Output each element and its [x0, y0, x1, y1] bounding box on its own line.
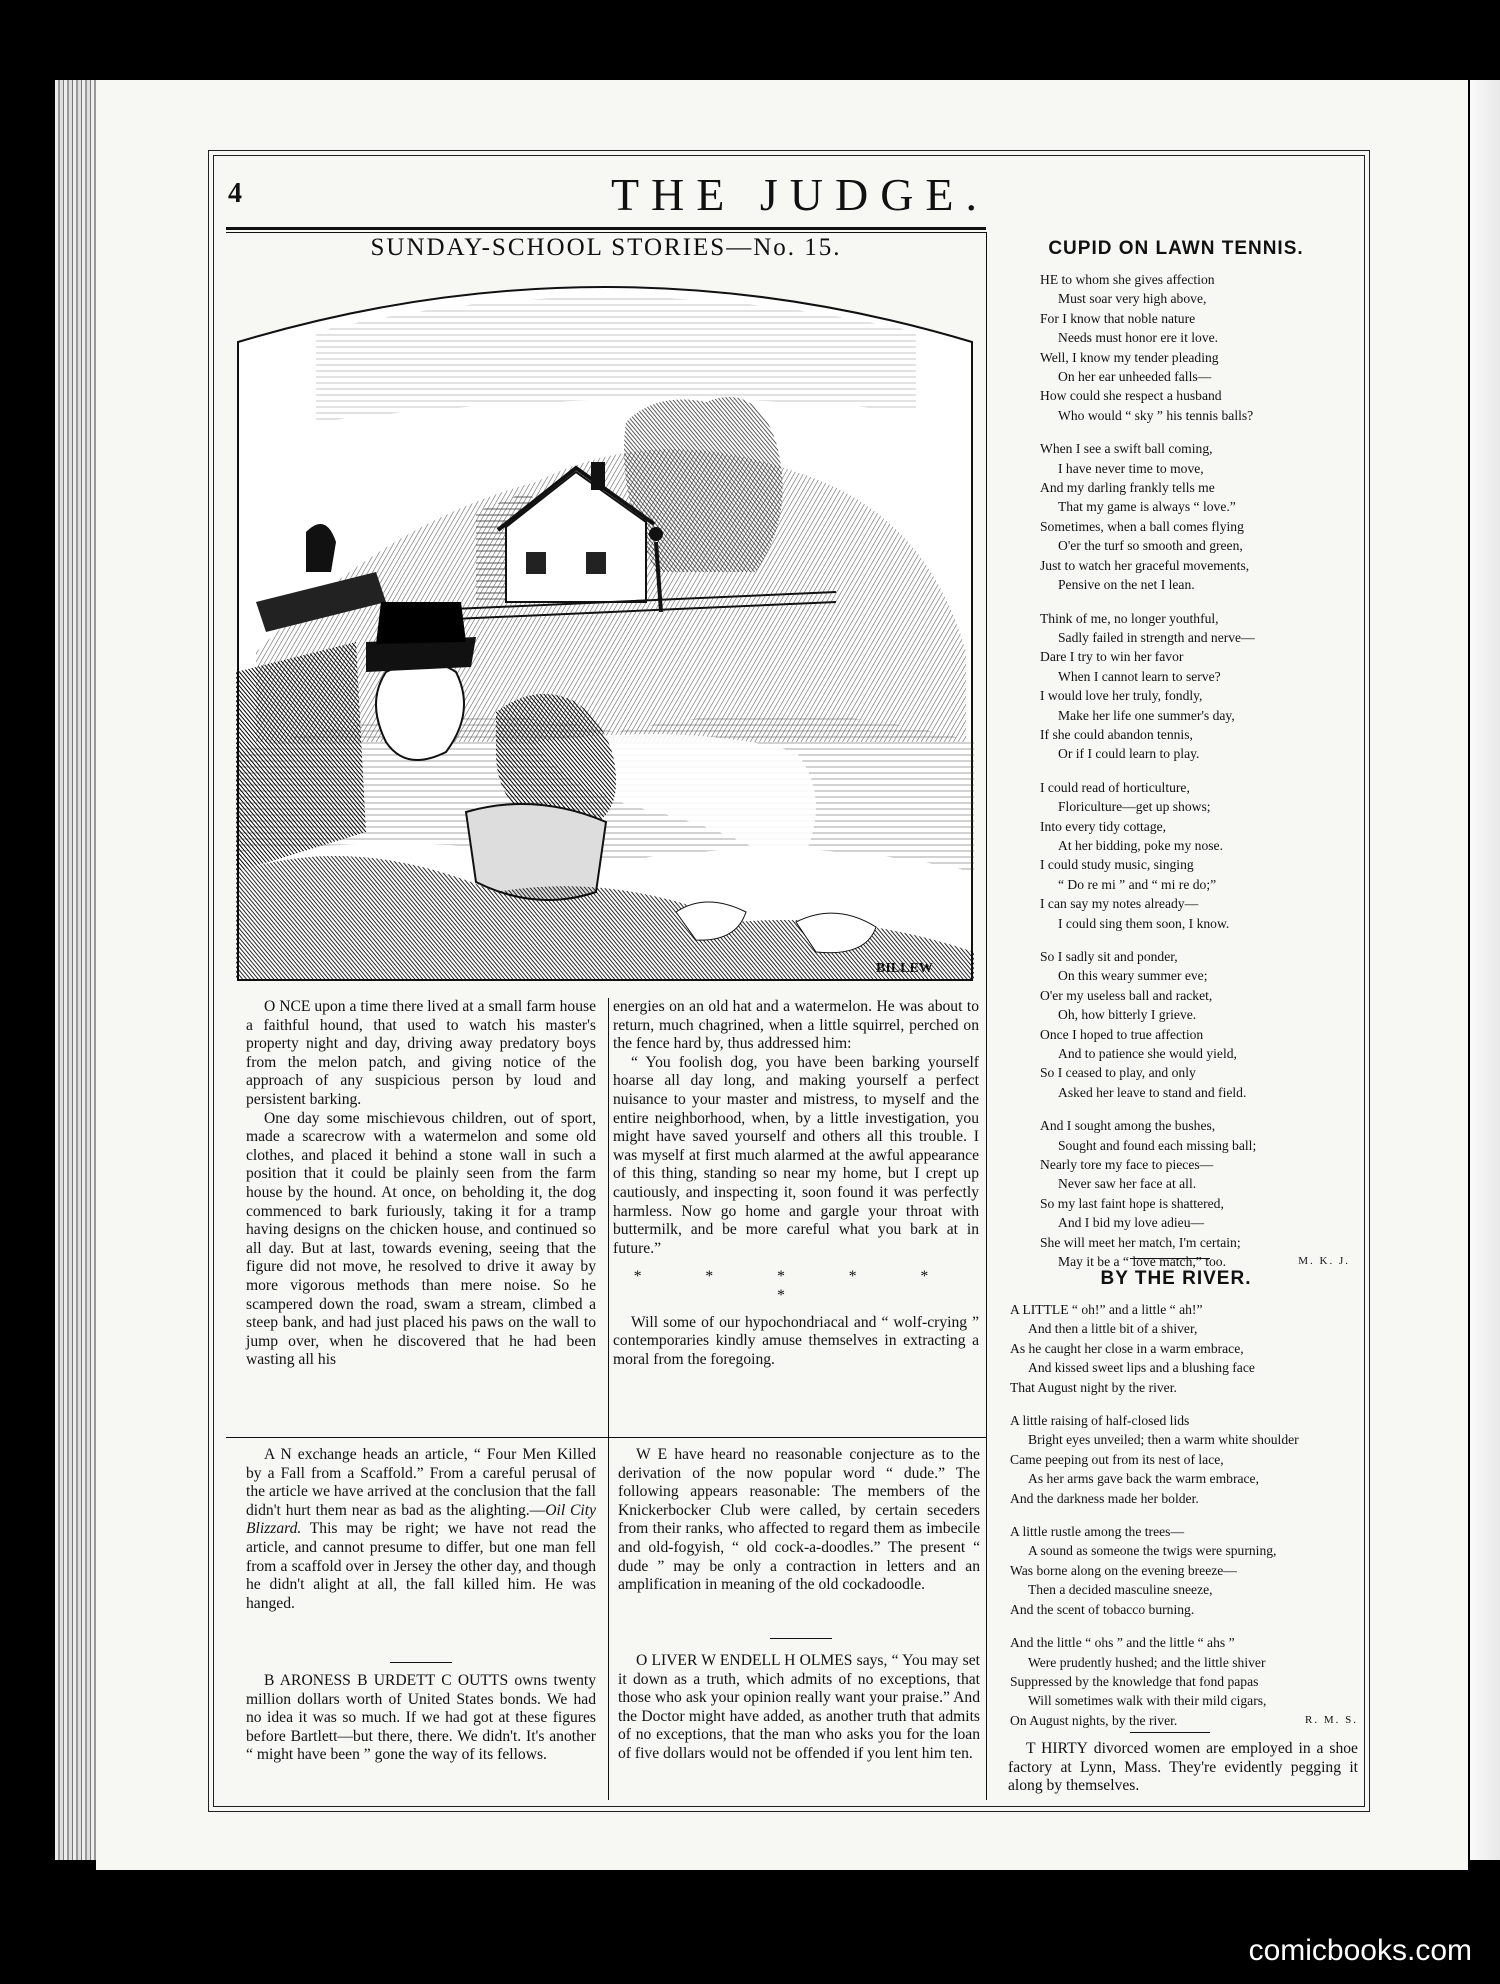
- item-text: This may be right; we have not read the article, and cannot presume to differ, but one man fell from a scaffold over in Jersey the other day, and though he didn't alight at all, the fall killed him. He was hanged.: [246, 1520, 596, 1612]
- story-moral: Will some of our hypochondriacal and “ wolf-crying ” contemporaries kindly amuse themselves in extracting a moral from the foregoing.: [613, 1313, 979, 1368]
- poem-line: Think of me, no longer youthful,: [1040, 610, 1219, 626]
- item-divider: [390, 1662, 452, 1663]
- item-holmes: [618, 1652, 980, 1764]
- poem-line: If she could abandon tennis,: [1040, 726, 1193, 742]
- poem-cupid-on-lawn-tennis: [1040, 270, 1350, 1286]
- poem-line: So I sadly sit and ponder,: [1040, 949, 1178, 964]
- poem-stanza: [1040, 947, 1350, 1102]
- poem-signature: M. K. J.: [1298, 1255, 1350, 1268]
- poem-line: How could she respect a husband: [1040, 388, 1222, 404]
- story-paragraph: O NCE upon a time there lived at a small farm house a faithful hound, that used to watch his master's property night and day, driving away predatory boys from the melon patch, and giving notice of the approach of any suspicious person by loud and persistent barking.: [246, 998, 596, 1108]
- poem-stanza: [1040, 1116, 1350, 1271]
- poem-line: And I sought among the bushes,: [1040, 1118, 1216, 1134]
- poem-line: That my game is always “ love.”: [1058, 499, 1236, 515]
- poem-line: As her arms gave back the warm embrace,: [1028, 1471, 1259, 1487]
- poem-line: That August night by the river.: [1010, 1379, 1177, 1395]
- poem-line: I would love her truly, fondly,: [1040, 688, 1203, 704]
- poem-stanza: [1010, 1633, 1358, 1730]
- next-page-edge: [1470, 80, 1500, 1860]
- item-coutts: [246, 1672, 596, 1765]
- item-lead: B ARONESS B URDETT C OUTTS: [264, 1672, 509, 1689]
- poem-line: Once I hoped to true affection: [1040, 1026, 1204, 1042]
- poem-line: A sound as someone the twigs were spurning,: [1028, 1543, 1277, 1559]
- poem-line: On this weary summer eve;: [1058, 968, 1208, 984]
- item-text: divorced women are employed in a shoe factory at Lynn, Mass. They're evidently pegging it along by themselves.: [1008, 1740, 1358, 1795]
- item-text: owns twenty million dollars worth of United States bonds. We had no idea it was so much. If we had got at these figures before Bartlett—but there, there. We didn't. It's another “ might have been ” gone the way of its fellows.: [246, 1672, 596, 1764]
- watermark: comicbooks.com: [1248, 1934, 1472, 1967]
- poem-line: Oh, how bitterly I grieve.: [1058, 1007, 1197, 1023]
- item-divider: [1130, 1732, 1210, 1733]
- column-rule-middle: [608, 998, 609, 1800]
- poem-title-river: BY THE RIVER.: [1100, 1268, 1252, 1289]
- engraving-farm-scene: [236, 272, 974, 982]
- poem-by-the-river: [1010, 1300, 1358, 1744]
- book-binding: [55, 80, 99, 1860]
- poem-line: O'er my useless ball and racket,: [1040, 987, 1213, 1003]
- page-number: 4: [228, 178, 242, 209]
- poem-line: Bright eyes unveiled; then a warm white shoulder: [1028, 1432, 1299, 1448]
- illustration-title: SUNDAY-SCHOOL STORIES—No. 15.: [370, 234, 842, 261]
- item-divider: [770, 1638, 832, 1639]
- poem-line: And kissed sweet lips and a blushing face: [1028, 1360, 1255, 1376]
- section-stars: * * * * * *: [633, 1268, 959, 1304]
- poem-line: When I see a swift ball coming,: [1040, 441, 1213, 457]
- item-dude: [618, 1446, 980, 1595]
- poem-line: Asked her leave to stand and field.: [1058, 1084, 1247, 1100]
- poem-stanza: [1040, 270, 1350, 425]
- poem-line: A little rustle among the trees—: [1010, 1524, 1185, 1540]
- poem-line: At her bidding, poke my nose.: [1058, 837, 1223, 853]
- poem-line: When I cannot learn to serve?: [1058, 668, 1221, 684]
- poem-line: Or if I could learn to play.: [1058, 746, 1200, 762]
- poem-line: Will sometimes walk with their mild cigars,: [1028, 1693, 1267, 1709]
- poem-stanza: [1010, 1300, 1358, 1397]
- poem-line: Into every tidy cottage,: [1040, 818, 1167, 834]
- poem-stanza: [1010, 1522, 1358, 1619]
- poem-last-line: [1010, 1711, 1358, 1730]
- story-column-2: [613, 998, 979, 1369]
- poem-line: May it be a “ love match,” too.: [1058, 1254, 1226, 1270]
- item-lead: W E: [636, 1446, 668, 1463]
- poem-line: Just to watch her graceful movements,: [1040, 557, 1250, 573]
- poem-line: Sometimes, when a ball comes flying: [1040, 518, 1244, 534]
- item-text: exchange heads an article, “ Four Men Killed by a Fall from a Scaffold.” From a careful perusal of the article we have arrived at the conclusion that the fall didn't hurt them near as bad as the alighting.—: [246, 1446, 597, 1519]
- item-text: have heard no reasonable conjecture as to the derivation of the now popular word “ dude.” The following appears reasonable: The members of the Knickerbocker Club were called, by certain seceders from their ranks, who affected to regard them as imbecile and old-fogyish, “ old cock-a-doodles.” The present “ dude ” may be only a contraction in letters and an amplification in meaning of the old cockadoodle.: [618, 1446, 980, 1594]
- poem-line: Dare I try to win her favor: [1040, 649, 1184, 665]
- poem-line: O'er the turf so smooth and green,: [1058, 538, 1243, 554]
- poem-line: I could study music, singing: [1040, 857, 1194, 873]
- item-source: Oil City Blizzard.: [246, 1501, 596, 1538]
- poem-line: Nearly tore my face to pieces—: [1040, 1157, 1214, 1173]
- item-scaffold: [246, 1446, 596, 1613]
- poem-line: Suppressed by the knowledge that fond papas: [1010, 1673, 1259, 1689]
- poem-line: Sought and found each missing ball;: [1058, 1137, 1257, 1153]
- poem-line: And to patience she would yield,: [1058, 1046, 1237, 1062]
- poem-line: So I ceased to play, and only: [1040, 1065, 1196, 1081]
- poem-line: Was borne along on the evening breeze—: [1010, 1562, 1237, 1578]
- item-lead: T HIRTY: [1026, 1740, 1088, 1757]
- poem-line: For I know that noble nature: [1040, 310, 1196, 326]
- column-rule-right: [986, 232, 987, 1800]
- poem-line: Who would “ sky ” his tennis balls?: [1058, 407, 1254, 423]
- poem-line: On her ear unheeded falls—: [1058, 369, 1212, 385]
- poem-stanza: [1010, 1411, 1358, 1508]
- item-lynn: [1008, 1740, 1358, 1796]
- poem-signature: R. M. S.: [1305, 1713, 1358, 1726]
- poem-line: And the darkness made her bolder.: [1010, 1490, 1199, 1506]
- poem-line: A LITTLE “ oh!” and a little “ ah!”: [1010, 1302, 1203, 1317]
- poem-line: Needs must honor ere it love.: [1058, 330, 1219, 346]
- engraver-signature: BILLEW: [876, 961, 933, 976]
- poem-line: Sadly failed in strength and nerve—: [1058, 629, 1255, 645]
- poem-line: And my darling frankly tells me: [1040, 480, 1215, 496]
- poem-line: I could read of horticulture,: [1040, 779, 1190, 795]
- poem-divider: [1130, 1258, 1210, 1259]
- poem-line: As he caught her close in a warm embrace,: [1010, 1340, 1244, 1356]
- poem-line: And I bid my love adieu—: [1058, 1215, 1205, 1231]
- poem-line: I have never time to move,: [1058, 460, 1204, 476]
- poem-stanza: [1040, 439, 1350, 594]
- story-column-1: [246, 998, 596, 1370]
- item-lead: A N: [264, 1446, 292, 1463]
- story-paragraph: energies on an old hat and a watermelon. He was about to return, much chagrined, when a little squirrel, perched on the fence hard by, thus addressed him:: [613, 998, 979, 1053]
- section-rule: [226, 1437, 986, 1438]
- poem-line: And then a little bit of a shiver,: [1028, 1321, 1198, 1337]
- masthead: THE JUDGE.: [610, 169, 990, 220]
- poem-line: Pensive on the net I lean.: [1058, 577, 1195, 593]
- story-paragraph: “ You foolish dog, you have been barking yourself hoarse all day long, and making yourself a perfect nuisance to your master and mistress, to myself and the entire neighborhood, when, by a little investigation, you might have saved yourself and others all this trouble. I was myself at first much alarmed at the awful appearance of this thing, standing so near my home, but I crept up cautiously, and inspecting it, soon found it was perfectly harmless. Now go home and gargle your throat with buttermilk, and be more careful what you bark at in future.”: [613, 1053, 979, 1257]
- poem-line: Well, I know my tender pleading: [1040, 349, 1219, 365]
- story-paragraph: One day some mischievous children, out of sport, made a scarecrow with a watermelon and some old clothes, and placed it behind a stone wall in such a position that it could be plainly seen from the farm house by the hound. At once, on beholding it, the dog commenced to bark furiously, taking it for a tramp having designs on the chicken house, and continued so all day. But at last, towards evening, seeing that the figure did not move, he resolved to drive it away by more vigorous methods than mere noise. So he scampered down the road, swam a stream, climbed a steep bank, and had just placed his paws on the wall to jump over, when he discovered that he had been wasting all his: [246, 1109, 596, 1369]
- poem-line: I can say my notes already—: [1040, 896, 1199, 912]
- poem-line: Floriculture—get up shows;: [1058, 799, 1211, 815]
- poem-line: HE to whom she gives affection: [1040, 272, 1215, 287]
- poem-line: Then a decided masculine sneeze,: [1028, 1582, 1213, 1598]
- item-text: says, “ You may set it down as a truth, which admits of no exceptions, that those who ask your opinion really want your praise.” And the Doctor might have added, as another truth that admits of no exceptions, that the man who asks you for the loan of five dollars would not be offended if you lent him ten.: [618, 1652, 980, 1762]
- poem-stanza: [1040, 778, 1350, 933]
- poem-line: Came peeping out from its nest of lace,: [1010, 1451, 1224, 1467]
- poem-line: So my last faint hope is shattered,: [1040, 1195, 1224, 1211]
- poem-line: On August nights, by the river.: [1010, 1712, 1178, 1728]
- poem-line: A little raising of half-closed lids: [1010, 1413, 1190, 1429]
- poem-line: And the little “ ohs ” and the little “ ahs ”: [1010, 1635, 1235, 1651]
- masthead-rule: [226, 227, 986, 230]
- poem-stanza: [1040, 609, 1350, 764]
- item-lead: O LIVER W ENDELL H OLMES: [636, 1652, 853, 1669]
- poem-line: Must soar very high above,: [1058, 291, 1207, 307]
- poem-line: “ Do re mi ” and “ mi re do;”: [1058, 876, 1217, 892]
- poem-line: She will meet her match, I'm certain;: [1040, 1234, 1241, 1250]
- poem-title-cupid: CUPID ON LAWN TENNIS.: [1048, 238, 1304, 259]
- masthead-rule-thin: [226, 232, 986, 233]
- poem-line: I could sing them soon, I know.: [1058, 915, 1230, 931]
- poem-line: Never saw her face at all.: [1058, 1176, 1197, 1192]
- poem-line: Were prudently hushed; and the little shiver: [1028, 1654, 1266, 1670]
- poem-line: Make her life one summer's day,: [1058, 707, 1235, 723]
- poem-line: And the scent of tobacco burning.: [1010, 1601, 1195, 1617]
